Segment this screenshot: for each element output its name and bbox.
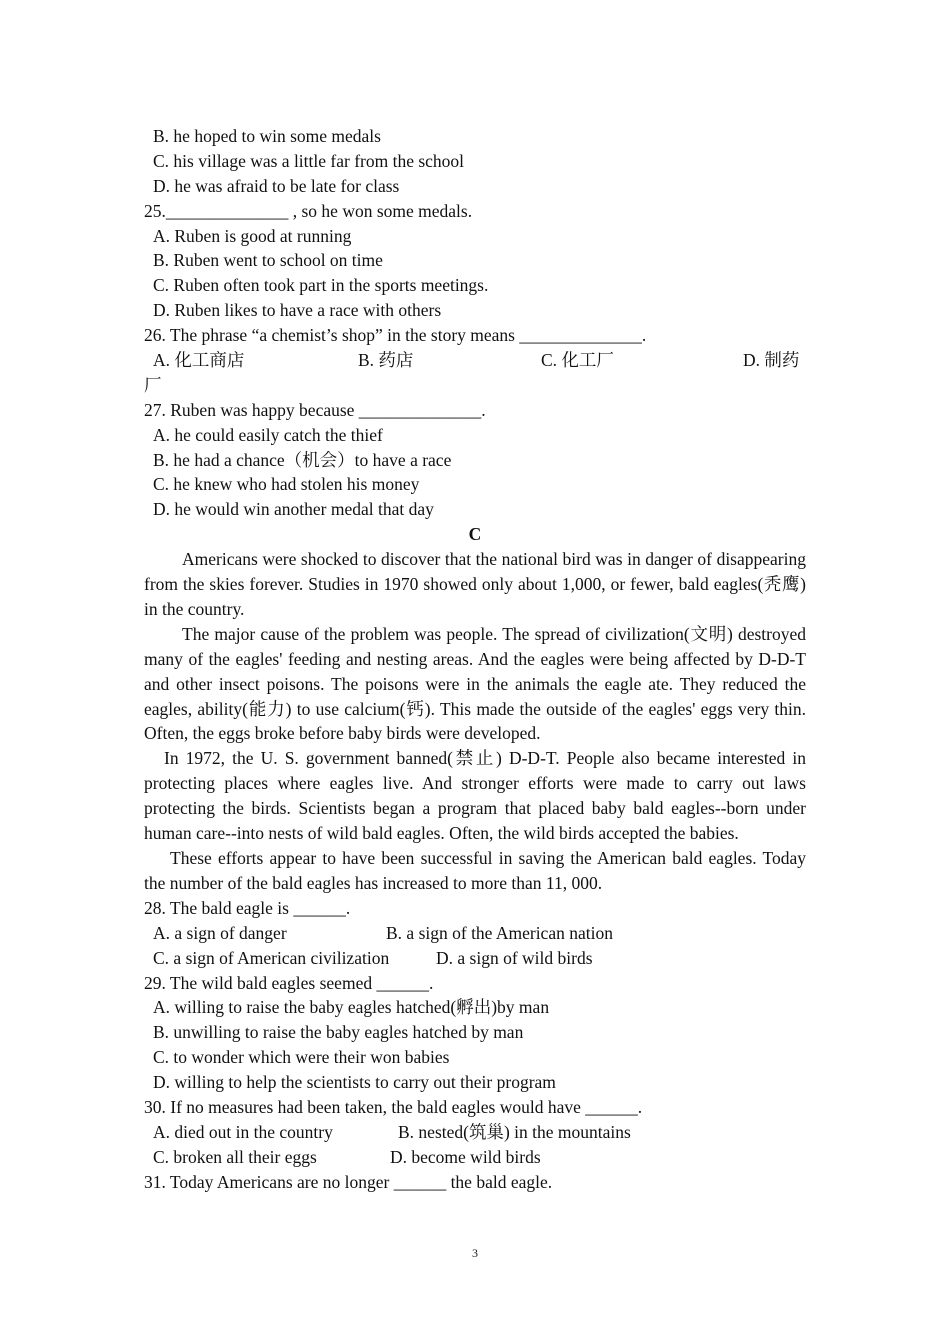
q30-option-a: A. died out in the country xyxy=(153,1121,333,1142)
q26-option-d: D. 制药 xyxy=(743,350,800,371)
q28-option-d: D. a sign of wild birds xyxy=(436,947,593,968)
q29-stem: 29. The wild bald eagles seemed ______. xyxy=(144,972,434,993)
q30-stem: 30. If no measures had been taken, the bald eagles would have ______. xyxy=(144,1096,643,1117)
q26-stem: 26. The phrase “a chemist’s shop” in the story means ______________. xyxy=(144,325,647,346)
q27-option-a: A. he could easily catch the thief xyxy=(153,424,383,445)
page-number: 3 xyxy=(472,1246,478,1260)
passage-paragraph-3: In 1972, the U. S. government banned(禁止) D-D-T. People also became interested in protecting places where eagles live. And stronger efforts were made to carry out laws protecting the birds. Scientists began a program that placed baby bald eagles--born under human care--into nests of wild bald eagles. Often, the wild birds accepted the babies. xyxy=(144,748,806,844)
q28-option-a: A. a sign of danger xyxy=(153,922,287,943)
q29-option-c: C. to wonder which were their won babies xyxy=(153,1047,450,1068)
q29-option-b: B. unwilling to raise the baby eagles hatched by man xyxy=(153,1022,524,1043)
page-content xyxy=(144,124,806,1195)
q25-stem: 25.______________ , so he won some medals. xyxy=(144,200,473,221)
q27-option-d: D. he would win another medal that day xyxy=(153,499,434,520)
passage-paragraph-4: These efforts appear to have been successful in saving the American bald eagles. Today the number of the bald eagles has increased to more than 11, 000. xyxy=(144,848,806,893)
q28-option-b: B. a sign of the American nation xyxy=(386,922,613,943)
q28-options-row-1 xyxy=(144,921,806,946)
q25-option-d: D. Ruben likes to have a race with others xyxy=(153,300,442,321)
q26-option-d-continued: 厂 xyxy=(144,374,162,395)
q27-stem: 27. Ruben was happy because ______________. xyxy=(144,399,486,420)
q27-option-c: C. he knew who had stolen his money xyxy=(153,474,420,495)
q25-option-b: B. Ruben went to school on time xyxy=(153,250,383,271)
q30-option-c: C. broken all their eggs xyxy=(153,1146,317,1167)
passage-paragraph-2: The major cause of the problem was people. The spread of civilization(文明) destroyed many of the eagles' feeding and nesting areas. And the eagles were being affected by D-D-T and other insect poisons. The poisons were in the animals the eagle ate. They reduced the eagles, ability(能力) to use calcium(钙). This made the outside of the eagles' eggs very thin. Often, the eggs broke before baby birds were developed. xyxy=(144,623,806,744)
q24-option-b: B. he hoped to win some medals xyxy=(153,126,381,146)
q29-option-a: A. willing to raise the baby eagles hatched(孵出)by man xyxy=(153,997,550,1018)
q30-options-row-2 xyxy=(144,1145,806,1170)
q24-option-c: C. his village was a little far from the school xyxy=(153,150,465,171)
q30-option-b: B. nested(筑巢) in the mountains xyxy=(398,1121,631,1142)
q28-options-row-2 xyxy=(144,946,806,971)
q25-option-c: C. Ruben often took part in the sports meetings. xyxy=(153,275,489,296)
passage-paragraph-1: Americans were shocked to discover that the national bird was in danger of disappearing from the skies forever. Studies in 1970 showed only about 1,000, or fewer, bald eagles(秃鹰) in the country. xyxy=(144,549,806,619)
q26-options-row xyxy=(144,348,806,373)
q30-options-row-1 xyxy=(144,1120,806,1145)
q31-stem: 31. Today Americans are no longer ______ the bald eagle. xyxy=(144,1171,553,1192)
q29-option-d: D. willing to help the scientists to carry out their program xyxy=(153,1072,556,1093)
q28-option-c: C. a sign of American civilization xyxy=(153,947,390,968)
q26-option-a: A. 化工商店 xyxy=(153,350,245,371)
q27-option-b: B. he had a chance（机会）to have a race xyxy=(153,449,452,470)
q30-option-d: D. become wild birds xyxy=(390,1146,541,1167)
q26-option-b: B. 药店 xyxy=(358,350,414,371)
q24-option-d: D. he was afraid to be late for class xyxy=(153,175,400,196)
q26-option-c: C. 化工厂 xyxy=(541,350,614,371)
q25-option-a: A. Ruben is good at running xyxy=(153,225,352,246)
q28-stem: 28. The bald eagle is ______. xyxy=(144,897,351,918)
section-c-heading: C xyxy=(468,524,482,545)
